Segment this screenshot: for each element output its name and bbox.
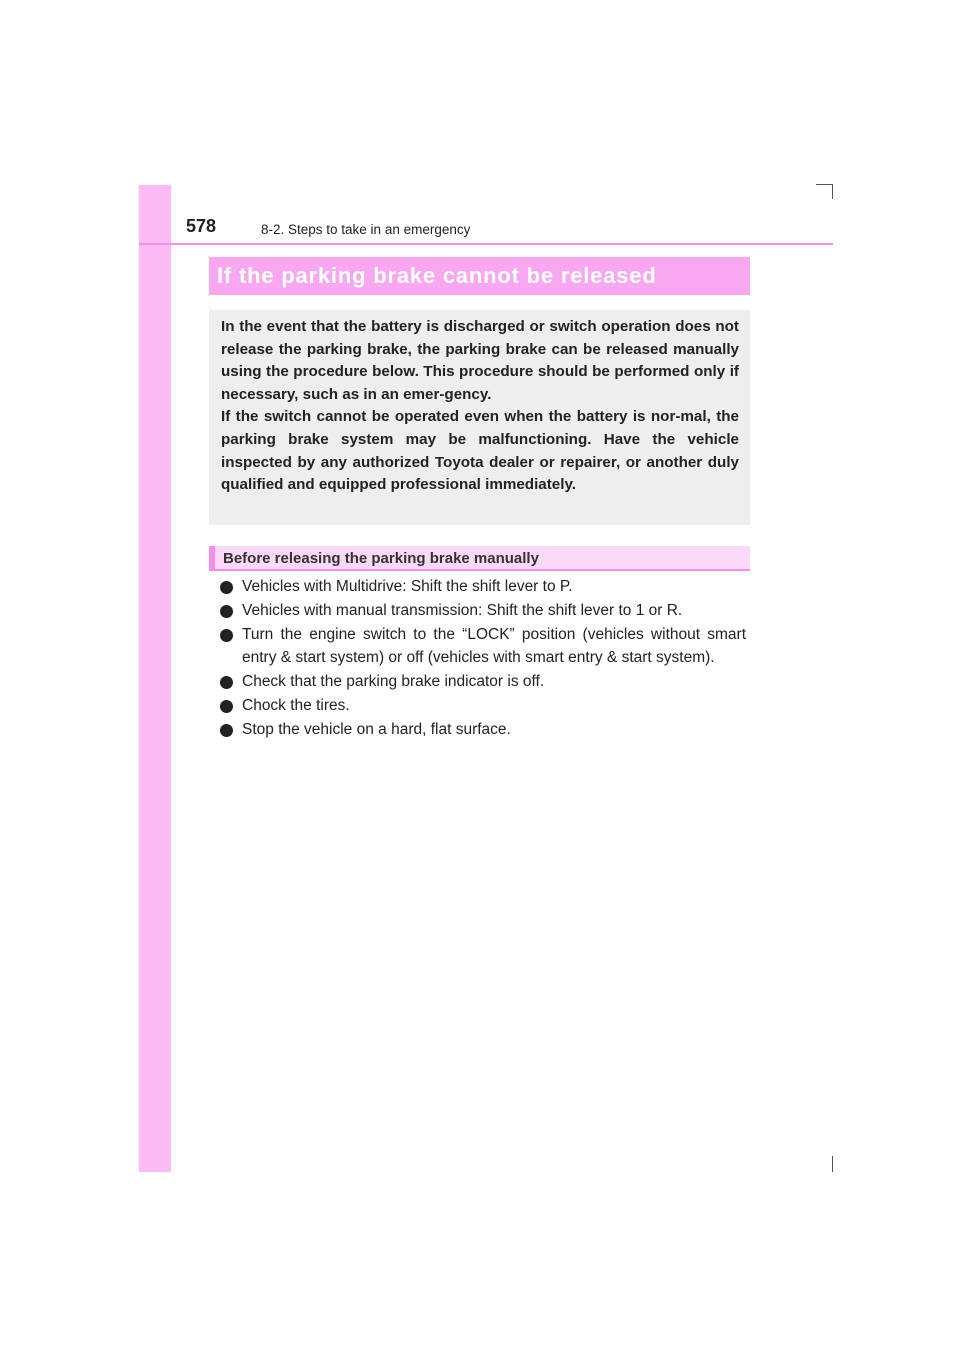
bullet-icon [220, 629, 233, 642]
list-item-text: Chock the tires. [242, 697, 350, 715]
intro-box [209, 310, 750, 525]
bullet-icon [220, 676, 233, 689]
subsection-heading: Before releasing the parking brake manually [209, 546, 750, 571]
bullet-icon [220, 581, 233, 594]
list-item [219, 624, 746, 669]
chapter-side-tab [139, 185, 171, 1172]
bullet-icon [220, 700, 233, 713]
precaution-list [219, 576, 746, 744]
section-title: If the parking brake cannot be released [209, 257, 750, 295]
header-divider [139, 243, 833, 245]
list-item [219, 671, 746, 693]
list-item-text: Vehicles with manual transmission: Shift the shift lever to 1 or R. [242, 602, 683, 620]
crop-mark-top-horizontal [816, 184, 833, 185]
intro-paragraph: If the switch cannot be operated even when the battery is nor-mal, the parking brake system may be malfunctioning. Have the vehicle inspected by any authorized Toyota dealer or repairer, or another duly qualified and equipped professional immediately. [221, 408, 739, 494]
bullet-icon [220, 605, 233, 618]
list-item [219, 695, 746, 717]
page-number: 578 [186, 216, 217, 236]
list-item-text: Vehicles with Multidrive: Shift the shift lever to P. [242, 578, 573, 595]
crop-mark-bottom-vertical [832, 1156, 833, 1172]
list-item-text: Check that the parking brake indicator is off. [242, 673, 545, 691]
chapter-title: 8-2. Steps to take in an emergency [261, 222, 471, 237]
list-item-text: Stop the vehicle on a hard, flat surface. [242, 721, 511, 739]
list-item [219, 719, 746, 741]
list-item [219, 600, 746, 622]
bullet-icon [220, 724, 233, 737]
intro-paragraph: In the event that the battery is discharged or switch operation does not release the parking brake, the parking brake can be released manually using the procedure below. This procedure should be performed only if necessary, such as in an emer-gency. [221, 318, 739, 403]
list-item [219, 576, 746, 598]
crop-mark-top-vertical [832, 184, 833, 199]
list-item-text: Turn the engine switch to the “LOCK” position (vehicles without smart entry & start system) or off (vehicles with smart entry & start system). [242, 626, 746, 666]
